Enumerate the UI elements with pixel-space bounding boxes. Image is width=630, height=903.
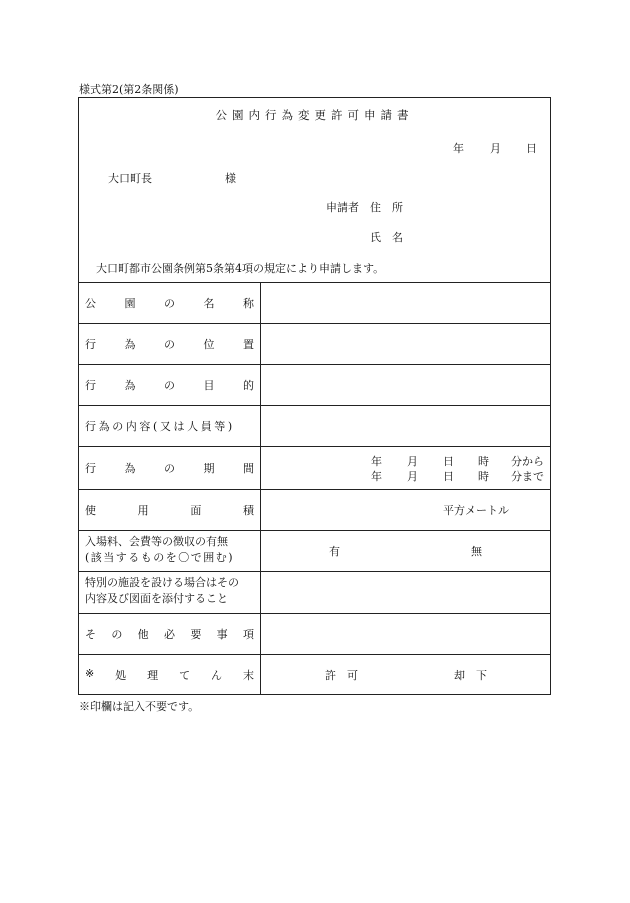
fee-no-option[interactable]: 無 [471, 545, 482, 558]
label-disposition: ※ 処 理 て ん 末 [85, 667, 254, 682]
area-unit: 平方メートル [443, 504, 509, 517]
form-reference: 様式第2(第2条関係) [79, 83, 179, 96]
applicant-name-label: 氏 名 [370, 231, 403, 244]
date-year: 年 [453, 142, 464, 155]
label-park-name: 公 園 の 名 称 [85, 297, 254, 310]
form-title: 公園内行為変更許可申請書 [215, 108, 414, 122]
label-purpose: 行 為 の 目 的 [85, 379, 254, 392]
label-period: 行 為 の 期 間 [85, 462, 254, 475]
label-fee: 入場料、会費等の徴収の有無 (該当するものを〇で囲む) [85, 535, 235, 564]
date-day: 日 [526, 142, 537, 155]
label-other: そ の 他 必 要 事 項 [85, 628, 254, 641]
permit-label: 許 可 [325, 669, 358, 682]
label-facility: 特別の施設を設ける場合はその 内容及び図面を添付すること [85, 576, 239, 605]
fee-yes-option[interactable]: 有 [329, 545, 340, 558]
date-month: 月 [490, 142, 501, 155]
application-form: 公園内行為変更許可申請書 年 月 日 大口町長 様 申請者 住 所 氏 名 大口町都市公園条例第5条第4項の規定により申請します。 公 園 の 名 称 行 為 の 位 置 行 為 の 目 的 行為の内容(又は人員等) 行 為 の 期 間 使 用 面 積 入場料、会費等の徴収の有無 (該当するものを〇で囲む) 特別の施設を設ける場合はその 内容及び図面を添付すること そ の 他 必 要 事 項 ※ 処 理 て ん 末 年 月 日 時 分から 年 月 日 時 分まで 平方メートル 有 無 許 可 却 下 [78, 97, 551, 695]
application-statement: 大口町都市公園条例第5条第4項の規定により申請します。 [96, 262, 385, 275]
label-content: 行為の内容(又は人員等) [85, 420, 235, 433]
addressee-honorific: 様 [225, 172, 236, 185]
footnote: ※印欄は記入不要です。 [79, 700, 200, 713]
applicant-label: 申請者 [326, 201, 359, 214]
reject-label: 却 下 [454, 669, 487, 682]
label-location: 行 為 の 位 置 [85, 338, 254, 351]
addressee-name: 大口町長 [108, 172, 152, 185]
applicant-address-label: 住 所 [370, 201, 403, 214]
label-area: 使 用 面 積 [85, 504, 254, 517]
